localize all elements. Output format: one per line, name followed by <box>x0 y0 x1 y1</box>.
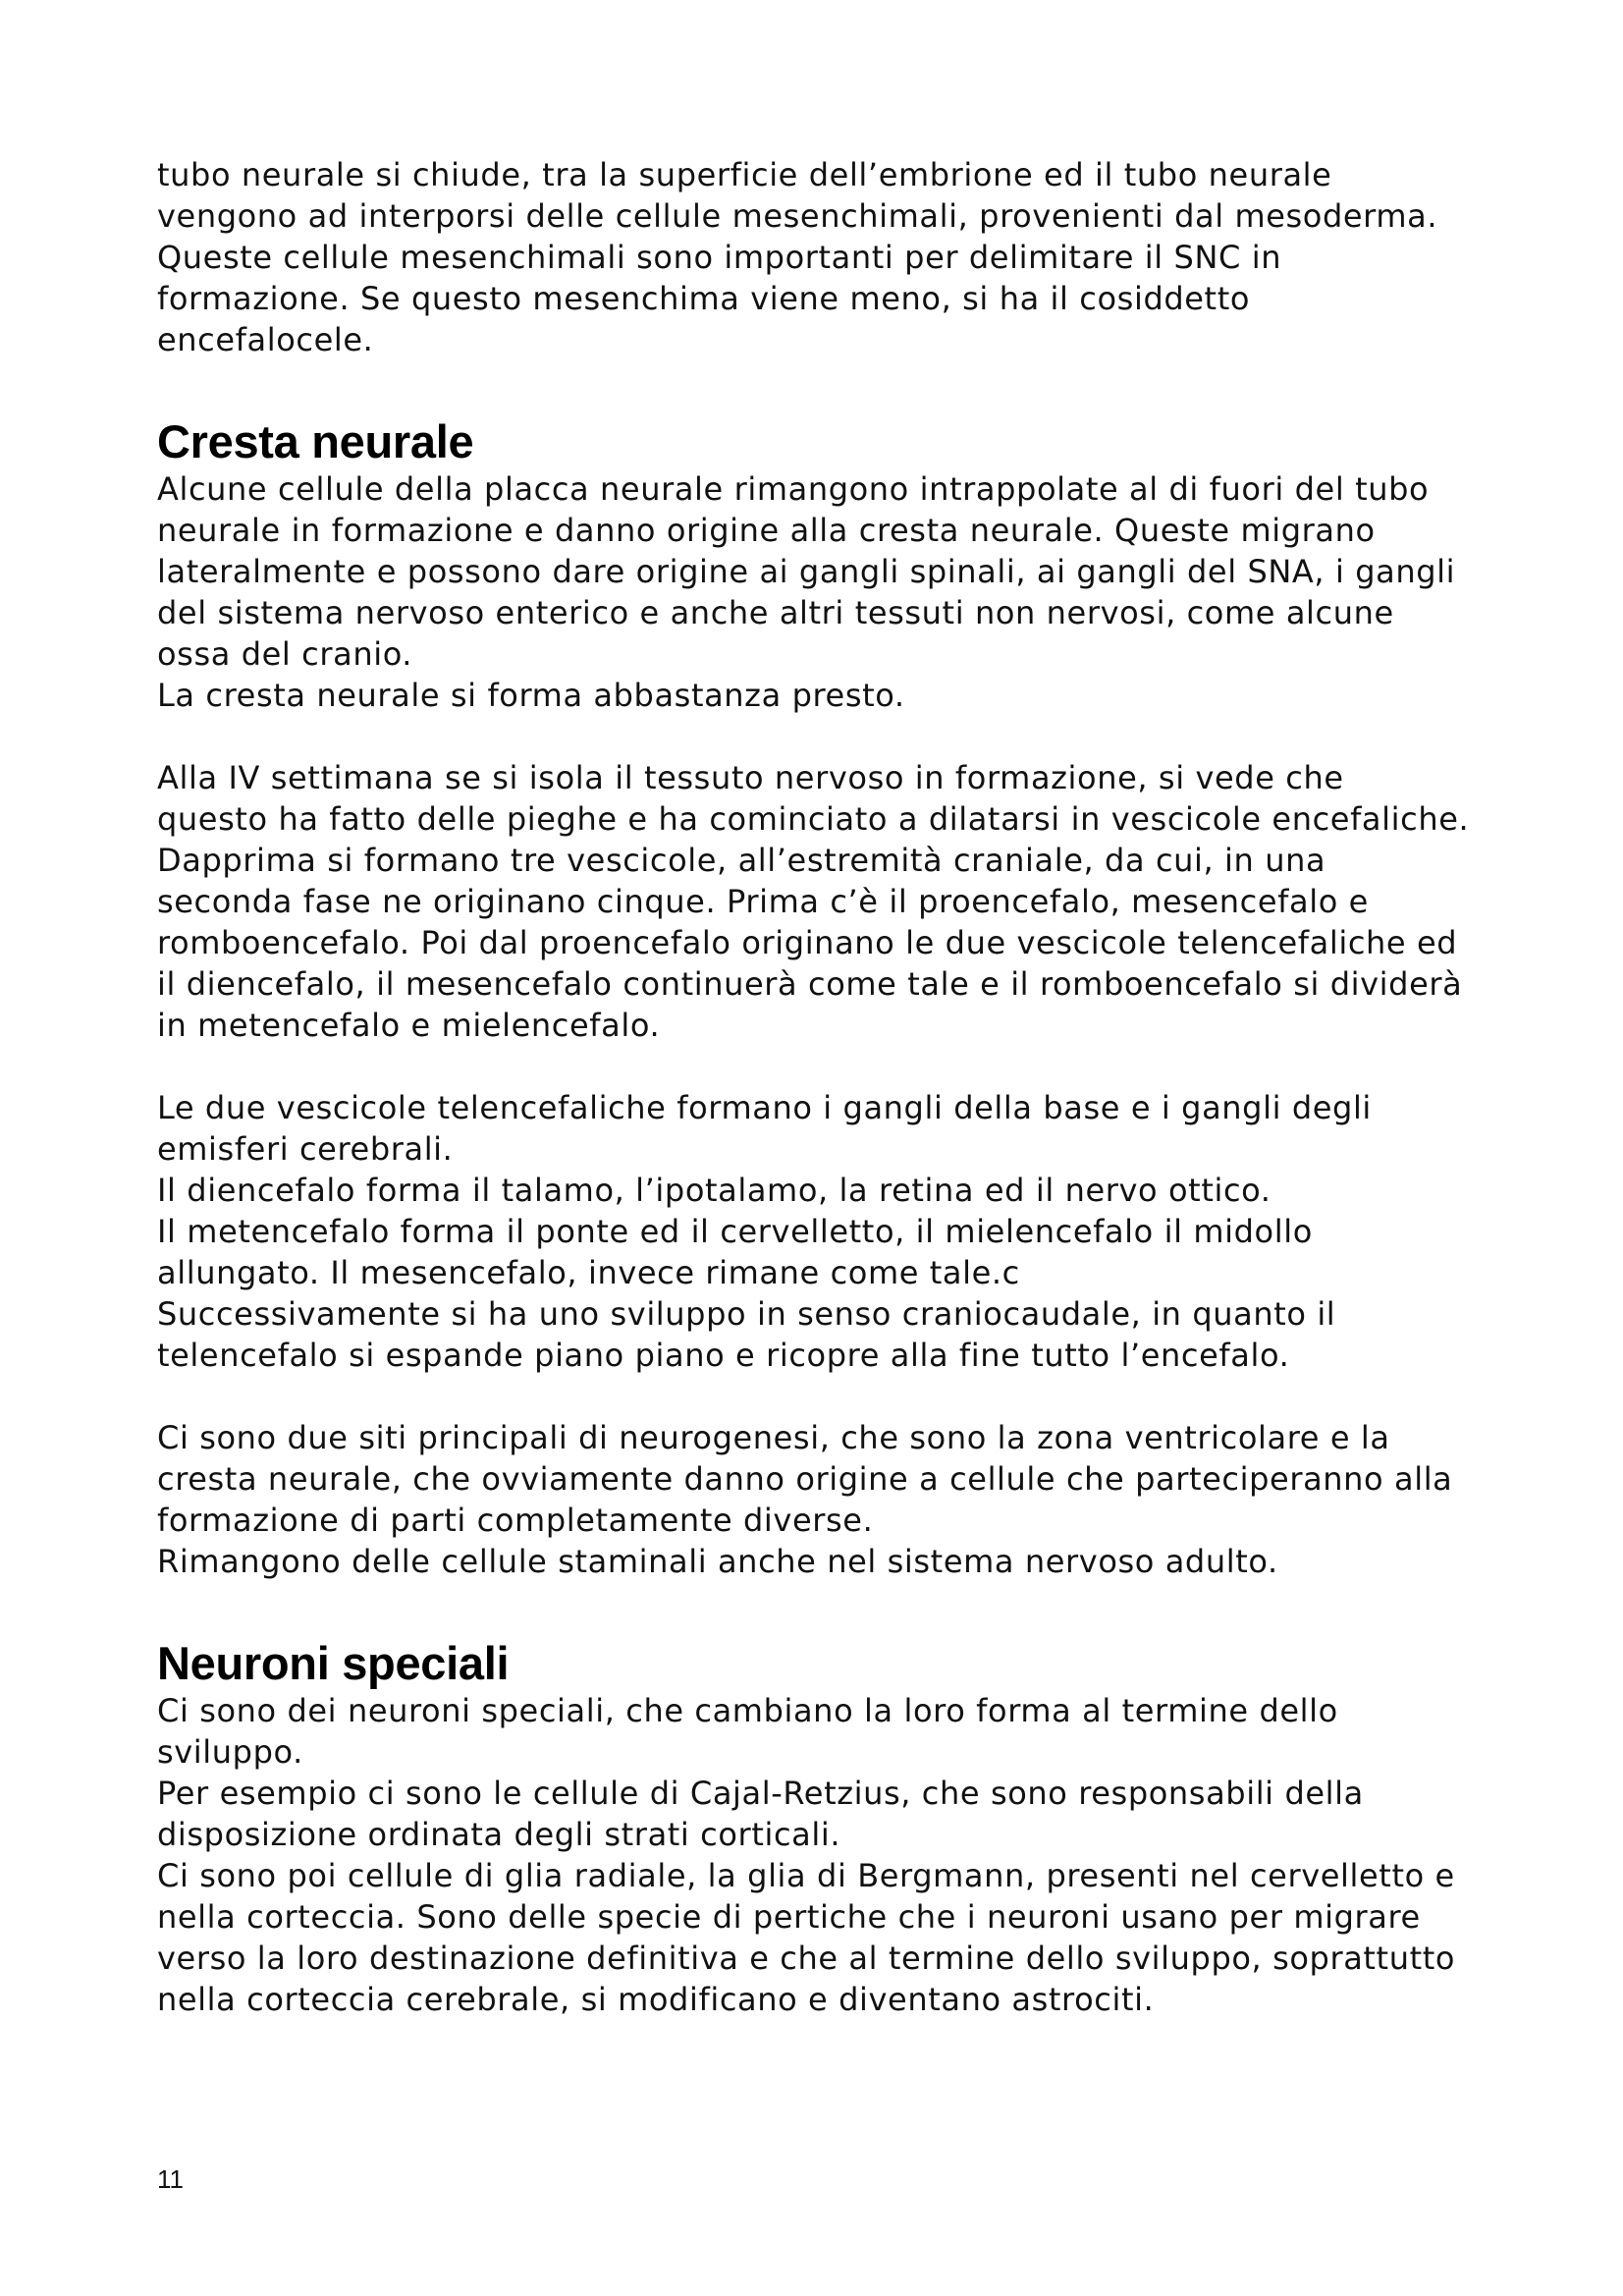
paragraph-spacer <box>157 360 1512 402</box>
text-line: Il diencefalo forma il talamo, l’ipotalamo, la retina ed il nervo ottico. <box>157 1172 1271 1209</box>
text-line: telencefalo si espande piano piano e ricopre alla fine tutto l’encefalo. <box>157 1337 1290 1374</box>
text-line: vengono ad interporsi delle cellule mesenchimali, provenienti dal mesoderma. <box>157 197 1438 235</box>
text-line: neurale in formazione e danno origine alla cresta neurale. Queste migrano <box>157 512 1376 549</box>
paragraph-spacer <box>157 1046 1512 1087</box>
text-line: La cresta neurale si forma abbastanza presto. <box>157 677 905 714</box>
text-line: verso la loro destinazione definitiva e che al termine dello sviluppo, soprattutto <box>157 1940 1456 1977</box>
text-line: Dapprima si formano tre vescicole, all’estremità craniale, da cui, in una <box>157 842 1326 879</box>
text-line: formazione di parti completamente diverse. <box>157 1502 874 1539</box>
text-line: romboencefalo. Poi dal proencefalo originano le due vescicole telencefaliche ed <box>157 924 1458 961</box>
page-number: 11 <box>157 2164 184 2194</box>
page-content <box>157 154 1512 2020</box>
text-line: emisferi cerebrali. <box>157 1130 454 1168</box>
text-line: ossa del cranio. <box>157 635 413 673</box>
text-line: encefalocele. <box>157 321 374 358</box>
text-line: questo ha fatto delle pieghe e ha cominciato a dilatarsi in vescicole encefaliche. <box>157 800 1470 838</box>
text-line: del sistema nervoso enterico e anche altri tessuti non nervosi, come alcune <box>157 594 1394 631</box>
text-line: allungato. Il mesencefalo, invece rimane come tale.c <box>157 1254 1020 1291</box>
text-line: nella corteccia. Sono delle specie di pertiche che i neuroni usano per migrare <box>157 1898 1421 1936</box>
text-line: Successivamente si ha uno sviluppo in senso craniocaudale, in quanto il <box>157 1295 1336 1333</box>
text-line: Ci sono poi cellule di glia radiale, la glia di Bergmann, presenti nel cervelletto e <box>157 1857 1455 1894</box>
cresta-paragraph-4 <box>157 1417 1512 1582</box>
section-heading-neuroni-speciali: Neuroni speciali <box>157 1637 510 1689</box>
text-line: Queste cellule mesenchimali sono importanti per delimitare il SNC in <box>157 239 1282 276</box>
text-line: Per esempio ci sono le cellule di Cajal-Retzius, che sono responsabili della <box>157 1775 1364 1812</box>
text-line: cresta neurale, che ovviamente danno origine a cellule che parteciperanno alla <box>157 1460 1453 1498</box>
text-line: il diencefalo, il mesencefalo continuerà come tale e il romboencefalo si dividerà <box>157 965 1463 1003</box>
text-line: Ci sono due siti principali di neurogenesi, che sono la zona ventricolare e la <box>157 1419 1390 1456</box>
text-line: sviluppo. <box>157 1733 303 1771</box>
cresta-paragraph-2 <box>157 757 1512 1046</box>
cresta-paragraph-1 <box>157 468 1512 716</box>
text-line: in metencefalo e mielencefalo. <box>157 1007 661 1044</box>
text-line: Alla IV settimana se si isola il tessuto nervoso in formazione, si vede che <box>157 759 1344 796</box>
paragraph-spacer <box>157 1582 1512 1623</box>
text-line: Rimangono delle cellule staminali anche nel sistema nervoso adulto. <box>157 1543 1278 1580</box>
intro-paragraph <box>157 154 1512 360</box>
neuroni-paragraph-1 <box>157 1690 1512 2020</box>
text-line: formazione. Se questo mesenchima viene meno, si ha il cosiddetto <box>157 280 1251 317</box>
section-heading-cresta-neurale: Cresta neurale <box>157 415 474 467</box>
paragraph-spacer <box>157 716 1512 757</box>
text-line: lateralmente e possono dare origine ai gangli spinali, ai gangli del SNA, i gangli <box>157 553 1456 590</box>
text-line: disposizione ordinata degli strati corticali. <box>157 1816 841 1853</box>
paragraph-spacer <box>157 1376 1512 1417</box>
text-line: Le due vescicole telencefaliche formano i gangli della base e i gangli degli <box>157 1089 1372 1126</box>
cresta-paragraph-3 <box>157 1087 1512 1376</box>
text-line: Alcune cellule della placca neurale rimangono intrappolate al di fuori del tubo <box>157 470 1430 508</box>
text-line: nella corteccia cerebrale, si modificano e diventano astrociti. <box>157 1981 1155 2018</box>
text-line: tubo neurale si chiude, tra la superficie dell’embrione ed il tubo neurale <box>157 156 1332 193</box>
text-line: Ci sono dei neuroni speciali, che cambiano la loro forma al termine dello <box>157 1692 1338 1729</box>
text-line: Il metencefalo forma il ponte ed il cervelletto, il mielencefalo il midollo <box>157 1213 1313 1250</box>
text-line: seconda fase ne originano cinque. Prima c’è il proencefalo, mesencefalo e <box>157 883 1369 920</box>
